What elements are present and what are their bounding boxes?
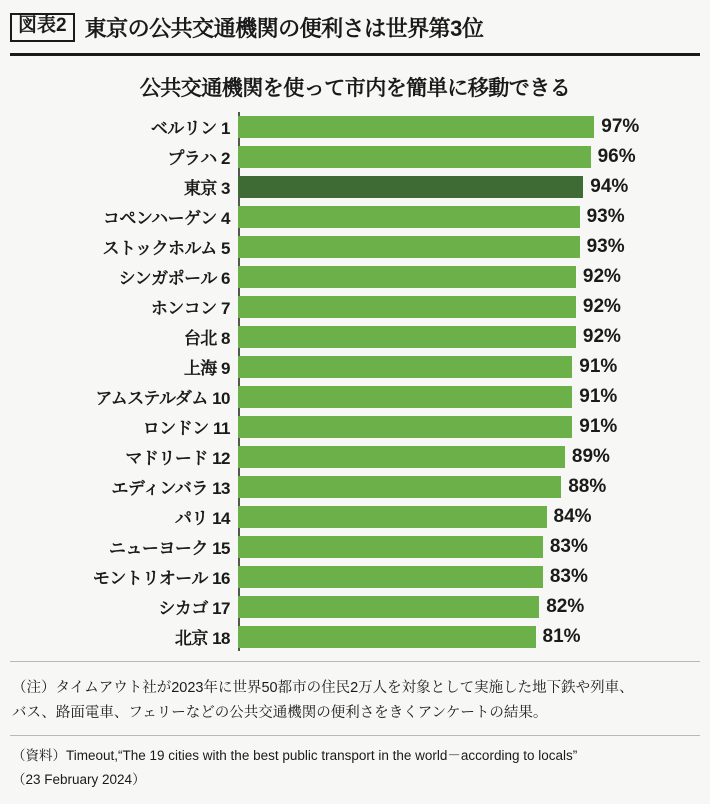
chart-row: [10, 142, 700, 171]
chart-row: [10, 382, 700, 411]
notes-block: [12, 676, 698, 727]
category-label: ホンコン 7: [150, 299, 230, 318]
bar-area: [238, 502, 700, 531]
category-label: 上海 9: [183, 359, 230, 378]
bar-value-label: 88%: [568, 475, 607, 497]
bar: [238, 416, 572, 438]
notes-top-divider: [10, 661, 700, 662]
bar-value-label: 93%: [586, 205, 625, 227]
category-label: ロンドン 11: [142, 419, 230, 438]
chart-row: [10, 412, 700, 441]
category-label: パリ 14: [174, 509, 230, 528]
category-label: コペンハーゲン 4: [102, 209, 230, 228]
bar-value-label: 83%: [549, 565, 588, 587]
bar: [238, 386, 572, 408]
chart-row: [10, 172, 700, 201]
bar-value-label: 89%: [571, 445, 610, 467]
category-label: 台北 8: [183, 329, 230, 348]
bar-area: [238, 382, 700, 411]
bar-area: [238, 322, 700, 351]
bar: [238, 116, 594, 138]
bar-value-label: 82%: [546, 595, 585, 617]
note-text-1: タイムアウト社が2023年に世界50都市の住民2万人を対象として実施した地下鉄や列車、: [55, 680, 634, 696]
figure-number-badge: 図表2: [10, 13, 75, 42]
bar: [238, 536, 543, 558]
page-title: 東京の公共交通機関の便利さは世界第3位: [84, 16, 484, 41]
figure-header: [0, 0, 710, 49]
bar: [238, 356, 572, 378]
source-block: [12, 744, 698, 793]
chart-row: [10, 292, 700, 321]
category-label: ニューヨーク 15: [108, 539, 230, 558]
bar-area: [238, 202, 700, 231]
bar: [238, 446, 565, 468]
source-line-1: [12, 744, 698, 768]
bar-value-label: 94%: [590, 175, 629, 197]
bar: [238, 626, 536, 648]
bar-value-label: 91%: [579, 415, 618, 437]
bar: [238, 266, 576, 288]
bar-value-label: 92%: [582, 325, 621, 347]
category-label: モントリオール 16: [92, 569, 230, 588]
note-line-2: バス、路面電車、フェリーなどの公共交通機関の便利さをきくアンケートの結果。: [12, 705, 548, 722]
category-label: エディンバラ 13: [111, 479, 230, 498]
bar-area: [238, 172, 700, 201]
chart-row: [10, 322, 700, 351]
bar: [238, 236, 580, 258]
bar-value-label: 92%: [582, 265, 621, 287]
category-label: 東京 3: [183, 179, 230, 198]
bar-value-label: 91%: [579, 385, 618, 407]
bar-area: [238, 412, 700, 441]
bar-area: [238, 592, 700, 621]
source-line-2: （23 February 2024）: [12, 772, 146, 788]
bar: [238, 296, 576, 318]
source-divider: [10, 735, 700, 736]
chart-row: [10, 442, 700, 471]
bar-value-label: 93%: [586, 235, 625, 257]
bar: [238, 206, 580, 228]
chart-row: [10, 622, 700, 651]
category-label: 北京 18: [174, 629, 230, 648]
category-label: マドリード 12: [125, 449, 230, 468]
bar-area: [238, 262, 700, 291]
chart-row: [10, 232, 700, 261]
source-label: （資料）: [12, 747, 66, 763]
bar-area: [238, 352, 700, 381]
bar: [238, 476, 561, 498]
category-label: ベルリン 1: [150, 119, 230, 138]
chart-row: [10, 262, 700, 291]
bar-chart: [10, 112, 700, 651]
bar-value-label: 91%: [579, 355, 618, 377]
chart-row: [10, 502, 700, 531]
bar-area: [238, 112, 700, 141]
chart-row: [10, 592, 700, 621]
bar-area: [238, 232, 700, 261]
bar-value-label: 81%: [542, 625, 581, 647]
category-label: ストックホルム 5: [102, 239, 230, 258]
note-line-1: [12, 676, 698, 701]
header-divider: [10, 53, 700, 56]
bar-area: [238, 622, 700, 651]
bar-value-label: 96%: [597, 145, 636, 167]
note-label: （注）: [12, 680, 56, 696]
bar-value-label: 84%: [553, 505, 592, 527]
bar-area: [238, 472, 700, 501]
bar-area: [238, 562, 700, 591]
bar-value-label: 92%: [582, 295, 621, 317]
bar: [238, 506, 547, 528]
category-label: プラハ 2: [167, 149, 230, 168]
chart-title: 公共交通機関を使って市内を簡単に移動できる: [139, 77, 571, 100]
bar: [238, 566, 543, 588]
chart-row: [10, 562, 700, 591]
bar: [238, 176, 583, 198]
bar: [238, 326, 576, 348]
bar: [238, 146, 591, 168]
bar-area: [238, 292, 700, 321]
category-label: シカゴ 17: [158, 599, 230, 618]
chart-row: [10, 112, 700, 141]
bar-area: [238, 442, 700, 471]
chart-row: [10, 202, 700, 231]
bar-area: [238, 532, 700, 561]
category-label: アムステルダム 10: [95, 389, 230, 408]
category-label: シンガポール 6: [118, 269, 230, 288]
chart-row: [10, 532, 700, 561]
bar-value-label: 97%: [601, 115, 640, 137]
bar-value-label: 83%: [549, 535, 588, 557]
chart-row: [10, 352, 700, 381]
bar-area: [238, 142, 700, 171]
chart-row: [10, 472, 700, 501]
bar: [238, 596, 539, 618]
source-text-1: Timeout,“The 19 cities with the best public transport in the world－according to locals”: [66, 747, 578, 763]
